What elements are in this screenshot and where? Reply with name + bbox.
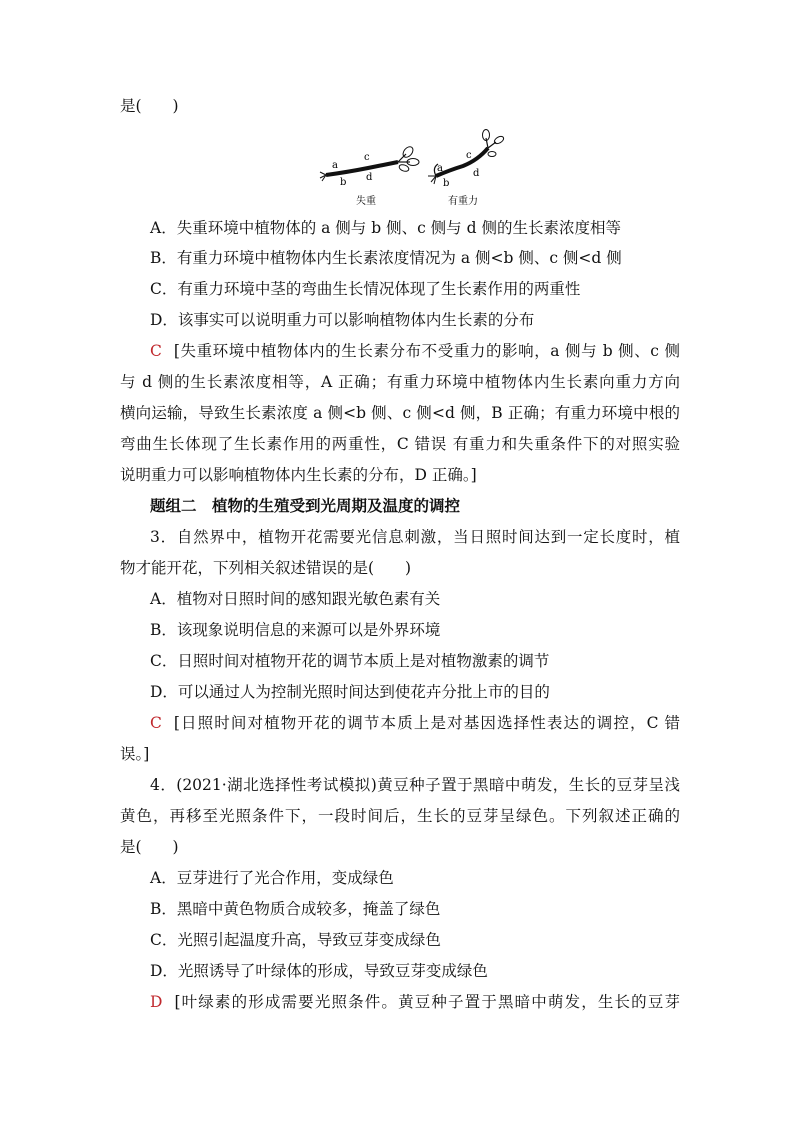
q2-option-a: A．失重环境中植物体的 a 侧与 b 侧、c 侧与 d 侧的生长素浓度相等 [150,219,621,237]
q2-stem-end: 是( ) [120,97,179,115]
q3-option-a: A．植物对日照时间的感知跟光敏色素有关 [150,590,441,608]
q3-stem-line-1: 3．自然界中，植物开花需要光信息刺激，当日照时间达到一定长度时，植 [150,528,680,546]
q4-explanation-line-1: D [叶绿素的形成需要光照条件。黄豆种子置于黑暗中萌发，生长的豆芽 [150,993,680,1011]
q4-stem-line-1: 4．(2021·湖北选择性考试模拟)黄豆种子置于黑暗中萌发，生长的豆芽呈浅 [150,776,680,794]
q4-option-b: B．黑暗中黄色物质合成较多，掩盖了绿色 [150,900,441,918]
fig-caption-weightless: 失重 [356,196,376,207]
fig-label-b-right: b [443,178,450,189]
fig-label-d-right: d [473,168,480,179]
q4-option-d: D．光照诱导了叶绿体的形成，导致豆芽变成绿色 [150,962,488,980]
plant-gravity-figure [318,128,508,208]
plant-diagram [318,128,508,208]
q4-option-c: C．光照引起温度升高，导致豆芽变成绿色 [150,931,441,949]
q4-stem-line-3: 是( ) [120,838,179,856]
q3-option-b: B．该现象说明信息的来源可以是外界环境 [150,621,441,639]
q3-option-c: C．日照时间对植物开花的调节本质上是对植物激素的调节 [150,652,550,670]
q4-answer: D [150,993,163,1011]
q2-option-b: B．有重力环境中植物体内生长素浓度情况为 a 侧<b 侧、c 侧<d 侧 [150,249,622,267]
q3-answer: C [150,714,162,732]
q3-explanation-line-2: 误。] [120,745,150,763]
fig-label-a-right: a [437,163,443,174]
fig-label-c-right: c [466,150,472,161]
q2-explanation-line-5: 说明重力可以影响植物体内生长素的分布，D 正确。] [120,466,477,484]
q4-option-a: A．豆芽进行了光合作用，变成绿色 [150,869,394,887]
q2-explanation-line-4: 弯曲生长体现了生长素作用的两重性，C 错误 有重力和失重条件下的对照实验 [120,435,680,453]
fig-label-c-left: c [364,152,370,163]
q2-explanation-line-2: 与 d 侧的生长素浓度相等，A 正确；有重力环境中植物体内生长素向重力方向 [120,373,680,391]
q2-explanation-line-3: 横向运输，导致生长素浓度 a 侧<b 侧、c 侧<d 侧，B 正确；有重力环境中根的 [120,404,680,422]
fig-caption-gravity: 有重力 [448,196,478,207]
q4-stem-line-2: 黄色，再移至光照条件下，一段时间后，生长的豆芽呈绿色。下列叙述正确的 [120,807,680,825]
q3-explanation-line-1: C [日照时间对植物开花的调节本质上是对基因选择性表达的调控，C 错 [150,714,680,732]
fig-label-b-left: b [340,177,347,188]
q2-option-c: C．有重力环境中茎的弯曲生长情况体现了生长素作用的两重性 [150,280,581,298]
q2-answer: C [150,342,162,360]
fig-label-d-left: d [366,172,373,183]
fig-label-a-left: a [332,160,338,171]
q3-stem-line-2: 物才能开花，下列相关叙述错误的是( ) [120,559,412,577]
q3-option-d: D．可以通过人为控制光照时间达到使花卉分批上市的目的 [150,683,550,701]
q2-explanation-line-1: C [失重环境中植物体内的生长素分布不受重力的影响，a 侧与 b 侧、c 侧 [150,342,680,360]
q2-option-d: D．该事实可以说明重力可以影响植物体内生长素的分布 [150,311,535,329]
group2-title: 题组二 植物的生殖受到光周期及温度的调控 [150,496,461,515]
